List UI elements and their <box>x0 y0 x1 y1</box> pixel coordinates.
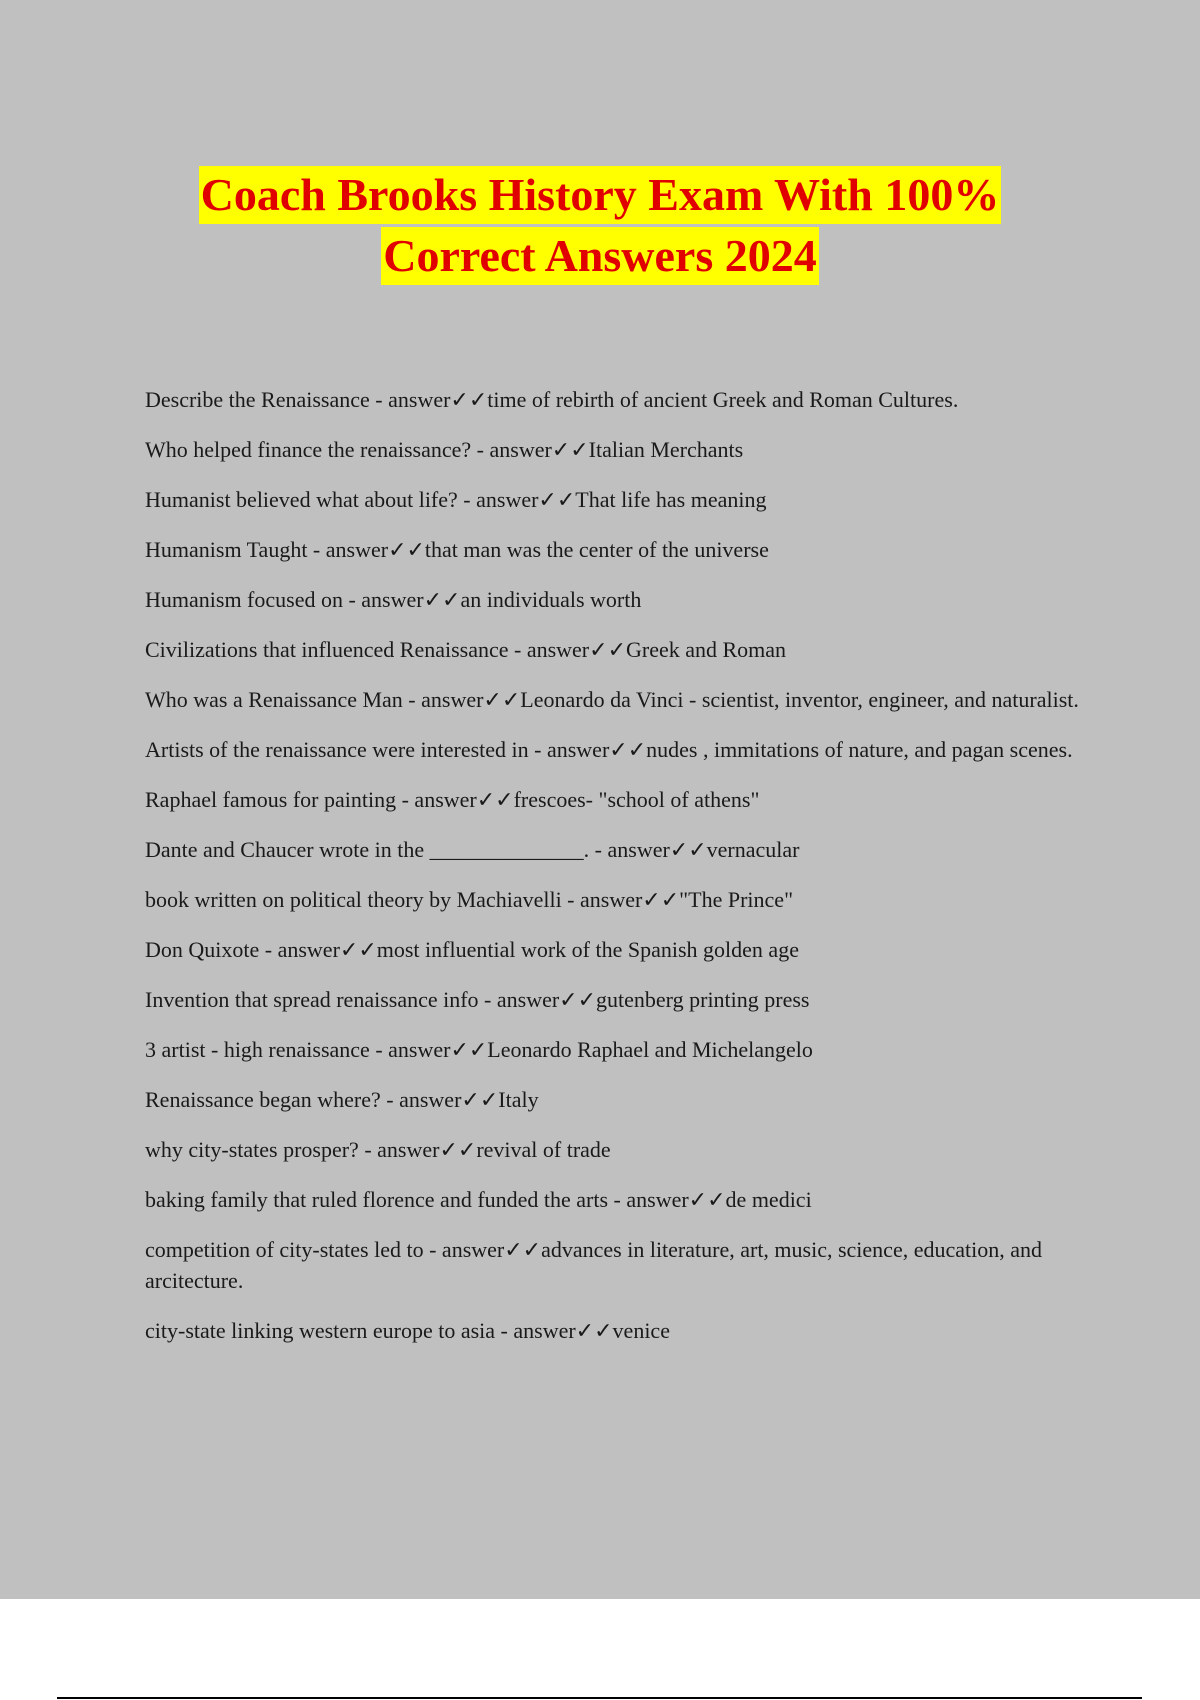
qa-item: Dante and Chaucer wrote in the ______________. - answer✓✓vernacular <box>145 837 800 862</box>
qa-item: competition of city-states led to - answer✓✓advances in literature, art, music, science, education, and arcitecture. <box>145 1237 1042 1293</box>
qa-item: Artists of the renaissance were interested in - answer✓✓nudes , immitations of nature, and pagan scenes. <box>145 737 1073 762</box>
qa-item: Don Quixote - answer✓✓most influential work of the Spanish golden age <box>145 937 799 962</box>
title-line-2: Correct Answers 2024 <box>381 227 819 285</box>
document-title <box>0 166 1200 288</box>
qa-list <box>145 384 1095 1365</box>
qa-item: Who was a Renaissance Man - answer✓✓Leonardo da Vinci - scientist, inventor, engineer, and naturalist. <box>145 687 1079 712</box>
qa-item: Who helped finance the renaissance? - answer✓✓Italian Merchants <box>145 437 744 462</box>
qa-item: baking family that ruled florence and funded the arts - answer✓✓de medici <box>145 1187 812 1212</box>
qa-item: Humanist believed what about life? - answer✓✓That life has meaning <box>145 487 767 512</box>
qa-item: 3 artist - high renaissance - answer✓✓Leonardo Raphael and Michelangelo <box>145 1037 813 1062</box>
qa-item: Civilizations that influenced Renaissance - answer✓✓Greek and Roman <box>145 637 787 662</box>
footer-rule <box>57 1697 1142 1699</box>
title-line-1: Coach Brooks History Exam With 100% <box>199 166 1002 224</box>
qa-item: Describe the Renaissance - answer✓✓time of rebirth of ancient Greek and Roman Cultures. <box>145 387 959 412</box>
qa-item: Raphael famous for painting - answer✓✓frescoes- "school of athens" <box>145 787 760 812</box>
qa-item: book written on political theory by Machiavelli - answer✓✓"The Prince" <box>145 887 794 912</box>
qa-item: Invention that spread renaissance info - answer✓✓gutenberg printing press <box>145 987 810 1012</box>
qa-item: city-state linking western europe to asia - answer✓✓venice <box>145 1318 670 1343</box>
qa-item: Humanism Taught - answer✓✓that man was the center of the universe <box>145 537 769 562</box>
qa-item: Humanism focused on - answer✓✓an individuals worth <box>145 587 642 612</box>
qa-item: Renaissance began where? - answer✓✓Italy <box>145 1087 539 1112</box>
qa-item: why city-states prosper? - answer✓✓revival of trade <box>145 1137 611 1162</box>
